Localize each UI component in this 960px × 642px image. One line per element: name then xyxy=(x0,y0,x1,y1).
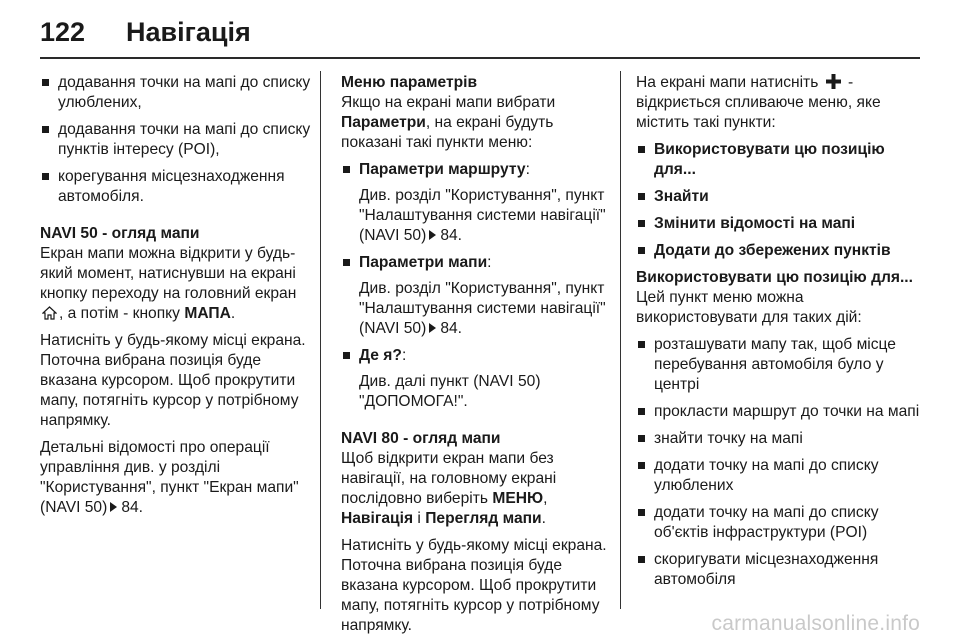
use-position-heading: Використовувати цю позицію для... xyxy=(636,269,913,286)
navi80-paragraph: Щоб відкрити екран мапи без навігації, на головному екрані послідовно виберіть МЕНЮ, Навігація і Перегляд мапи. xyxy=(341,450,557,527)
list-item: Параметри маршруту: Див. розділ "Користування", пункт "Налаштування системи навігації" (NAVI 50) 84. xyxy=(341,160,609,246)
paragraph: Детальні відомості про операції управління див. у розділі "Користування", пункт "Екран мапи" (NAVI 50) 84. xyxy=(40,439,299,516)
paragraph: Натисніть у будь-якому місці екрана. Поточна вибрана позиція буде вказана курсором. Щоб прокрутити мапу, потягніть курсор у потрібному напрямку. xyxy=(40,332,306,429)
column-divider-2 xyxy=(620,71,621,609)
column-1 xyxy=(40,73,312,525)
column-divider-1 xyxy=(320,71,321,609)
map-button-label: МАПА xyxy=(184,305,231,322)
page-header xyxy=(40,17,251,47)
list-item: знайти точку на мапі xyxy=(636,429,926,449)
page-title: Навігація xyxy=(126,17,251,47)
column-2 xyxy=(341,73,609,642)
list-item: додати точку на мапі до списку улюблених xyxy=(636,456,926,496)
list-item: скоригувати місцезнаходження автомобіля xyxy=(636,550,926,590)
page-ref-arrow-icon xyxy=(429,323,436,333)
watermark: carmanualsonline.info xyxy=(711,612,920,635)
list-item: Змінити відомості на мапі xyxy=(636,214,926,234)
list-item: розташувати мапу так, щоб місце перебування автомобіля було у центрі xyxy=(636,335,926,395)
navi50-paragraph: Екран мапи можна відкрити у будь-який момент, натиснувши на екрані кнопку переходу на головний екран , а потім - кнопку МАПА. xyxy=(40,245,297,322)
list-item: Знайти xyxy=(636,187,926,207)
list-item: додавання точки на мапі до списку пунктів інтересу (POI), xyxy=(40,120,312,160)
paragraph: Натисніть у будь-якому місці екрана. Поточна вибрана позиція буде вказана курсором. Щоб прокрутити мапу, потягніть курсор у потрібному напрямку. xyxy=(341,537,607,634)
popup-intro: На екрані мапи натисніть - відкриється спливаюче меню, яке містить такі пункти: xyxy=(636,74,881,131)
navi50-heading: NAVI 50 - огляд мапи xyxy=(40,225,200,242)
page-ref-arrow-icon xyxy=(429,230,436,240)
paragraph: Цей пункт меню можна використовувати для таких дій: xyxy=(636,289,862,326)
plus-icon xyxy=(826,74,841,89)
list-item: Додати до збережених пунктів xyxy=(636,241,926,261)
list-item: прокласти маршрут до точки на мапі xyxy=(636,402,926,422)
list-item: Параметри мапи: Див. розділ "Користування", пункт "Налаштування системи навігації" (NAVI 50) 84. xyxy=(341,253,609,339)
column-3 xyxy=(636,73,926,597)
page-ref-arrow-icon xyxy=(110,502,117,512)
list-item: Де я?: Див. далі пункт (NAVI 50) "ДОПОМОГА!". xyxy=(341,346,609,412)
list-item: корегування місцезнаходження автомобіля. xyxy=(40,167,312,207)
menu-heading: Меню параметрів xyxy=(341,74,478,91)
page-number: 122 xyxy=(40,17,86,47)
list-item: Використовувати цю позицію для... xyxy=(636,140,926,180)
header-divider xyxy=(40,57,920,59)
list-item: додавання точки на мапі до списку улюблених, xyxy=(40,73,312,113)
menu-intro: Якщо на екрані мапи вибрати Параметри, на екрані будуть показані такі пункти меню: xyxy=(341,94,556,151)
home-icon xyxy=(42,306,57,320)
list-item: додати точку на мапі до списку об'єктів інфраструктури (POI) xyxy=(636,503,926,543)
navi80-heading: NAVI 80 - огляд мапи xyxy=(341,430,501,447)
